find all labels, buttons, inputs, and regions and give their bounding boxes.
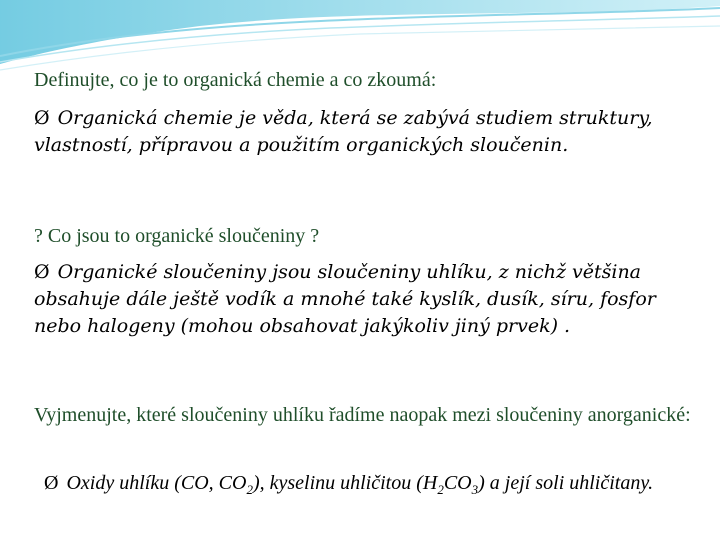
bullet-icon: Ø <box>34 261 50 283</box>
question-2: ? Co jsou to organické sloučeniny ? <box>34 225 320 247</box>
answer-3: Ø Oxidy uhlíku (CO, $CO_2$), kyselinu uhličitou $(H_2CO_3)$ a její soli uhličitany. <box>44 472 654 497</box>
question-3: Vyjmenujte, které sloučeniny uhlíku řadíme naopak mezi sloučeniny anorganické: <box>34 404 691 426</box>
bullet-icon: Ø <box>44 472 59 494</box>
answer-1-block <box>34 105 694 159</box>
answer-2: Ø Organické sloučeniny jsou sloučeniny uhlíku, z nichž většina obsahuje dále ještě vodík a mnohé také kyslík, dusík, síru, fosfor nebo halogeny (mohou obsahovat jakýkoliv jiný prvek) . <box>34 261 656 337</box>
question-1: Definujte, co je to organická chemie a co zkoumá: <box>34 69 437 91</box>
question-3-block <box>34 403 694 427</box>
question-2-block <box>34 224 694 248</box>
answer-3-block <box>44 470 684 503</box>
bullet-icon: Ø <box>34 107 50 129</box>
answer-2-block <box>34 259 684 340</box>
question-1-block <box>34 68 694 92</box>
answer-1: Ø Organická chemie je věda, která se zabývá studiem struktury, vlastností, přípravou a použitím organických sloučenin. <box>34 107 653 156</box>
